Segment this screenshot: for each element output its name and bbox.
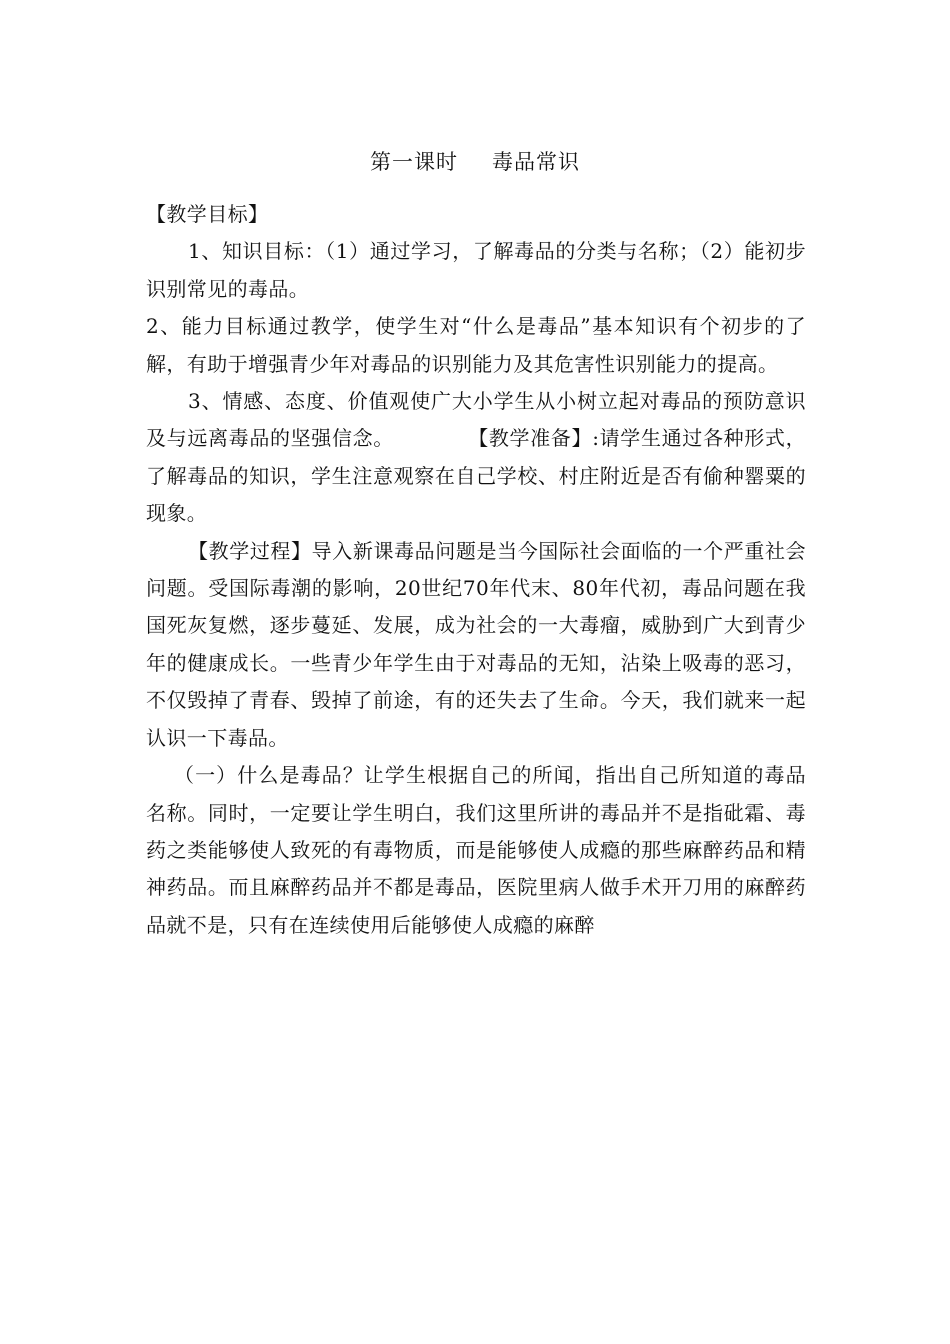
objective-ability: 2、能力目标通过教学，使学生对“什么是毒品”基本知识有个初步的了解，有助于增强青少年对毒品的识别能力及其危害性识别能力的提高。	[146, 314, 806, 376]
objective-attitude-and-preparation	[146, 383, 806, 533]
objective-attitude: 3、情感、态度、价值观使广大小学生从小树立起对毒品的预防意识及与远离毒品的坚强信念。	[146, 389, 806, 451]
page-title	[0, 147, 950, 177]
document-body	[146, 196, 806, 944]
objective-knowledge: 1、知识目标：（1）通过学习，了解毒品的分类与名称；（2）能初步识别常见的毒品。	[146, 239, 806, 301]
title-lesson: 第一课时	[370, 150, 458, 174]
preparation-text: :请学生通过各种形式，了解毒品的知识，学生注意观察在自己学校、村庄附近是否有偷种罂粟的现象。	[146, 426, 806, 526]
preparation-label: 【教学准备】	[467, 426, 593, 451]
teaching-process	[146, 533, 806, 757]
title-topic: 毒品常识	[492, 150, 580, 174]
process-label: 【教学过程】	[188, 538, 312, 563]
section-what-is-drug: （一）什么是毒品？让学生根据自己的所闻，指出自己所知道的毒品名称。同时，一定要让学生明白，我们这里所讲的毒品并不是指砒霜、毒药之类能够使人致死的有毒物质，而是能够使人成瘾的那些麻醉药品和精神药品。而且麻醉药品并不都是毒品，医院里病人做手术开刀用的麻醉药品就不是，只有在连续使用后能够使人成瘾的麻醉	[146, 763, 806, 937]
section-heading-objectives: 【教学目标】	[146, 202, 269, 226]
process-text: 导入新课毒品问题是当今国际社会面临的一个严重社会问题。受国际毒潮的影响，20世纪70年代末、80年代初，毒品问题在我国死灰复燃，逐步蔓延、发展，成为社会的一大毒瘤，威胁到广大到青少年的健康成长。一些青少年学生由于对毒品的无知，沾染上吸毒的恶习，不仅毁掉了青春、毁掉了前途，有的还失去了生命。今天，我们就来一起认识一下毒品。	[146, 538, 806, 750]
